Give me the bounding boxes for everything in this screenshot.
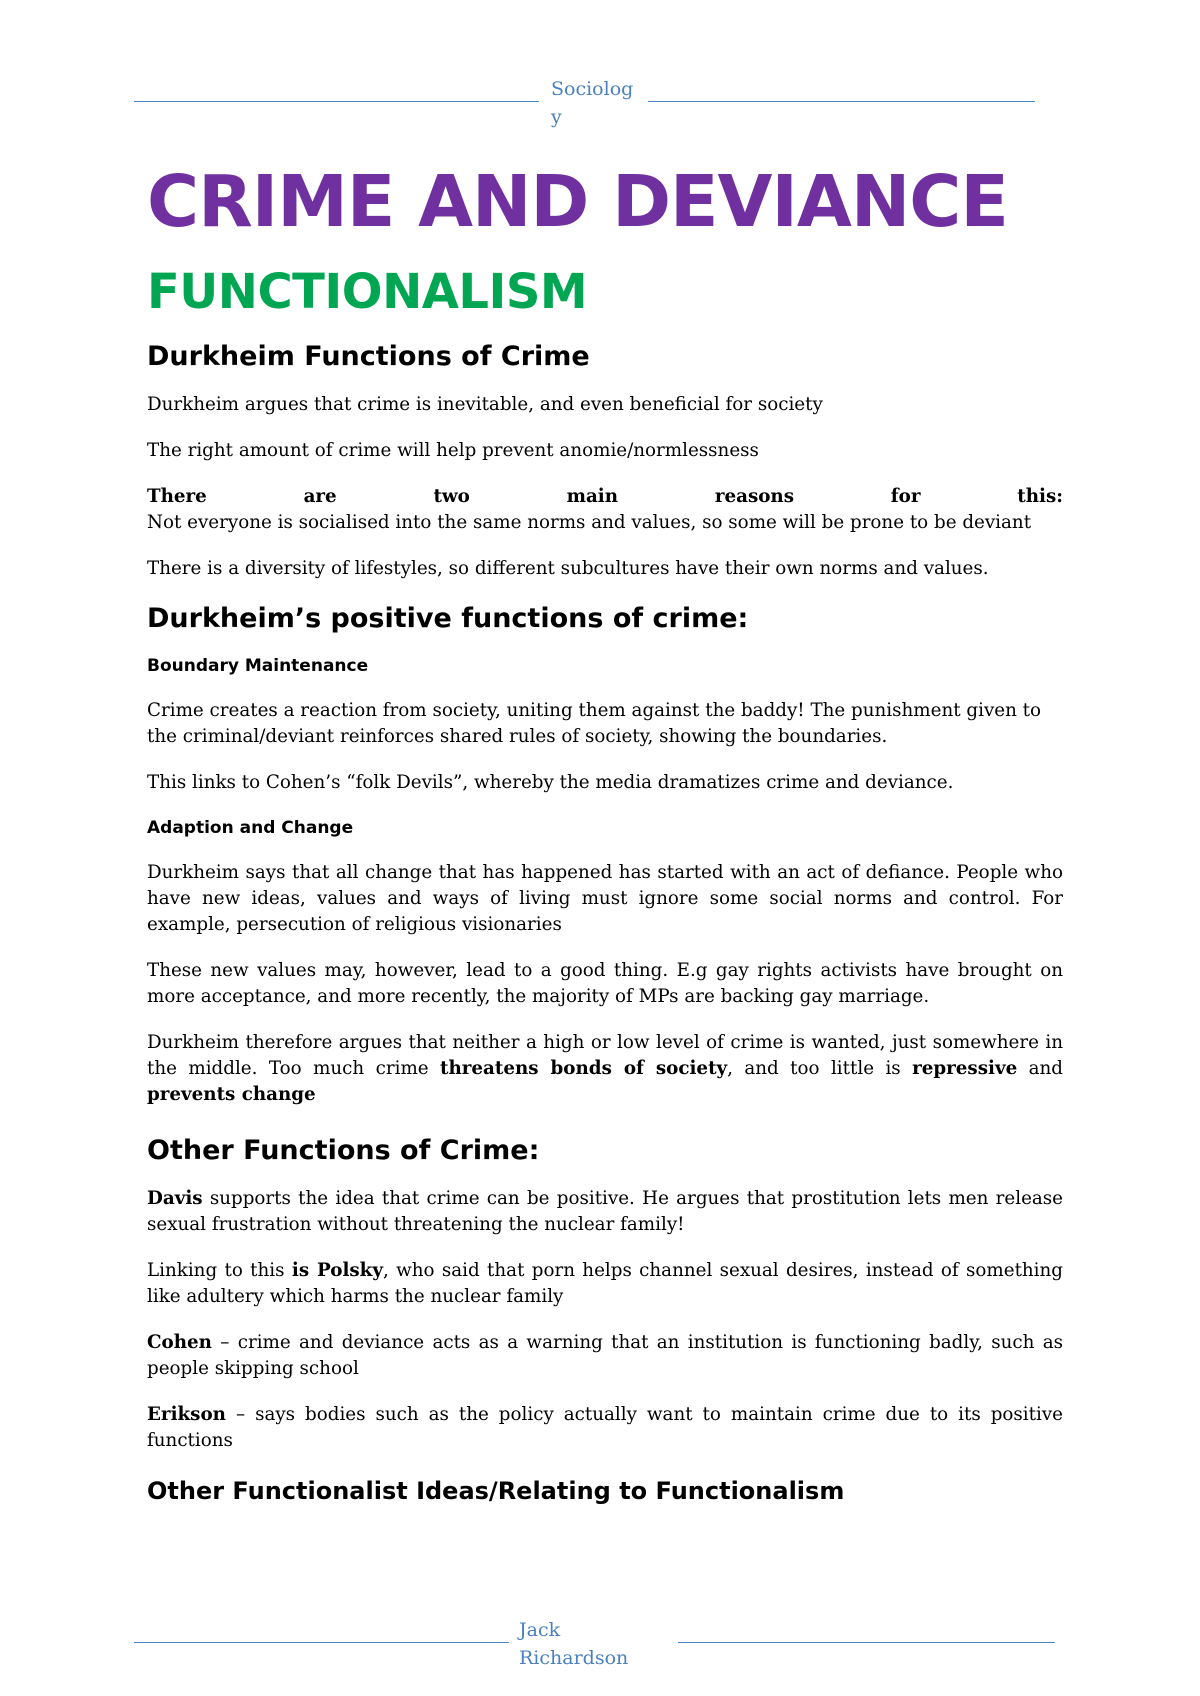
paragraph: These new values may, however, lead to a good thing. E.g gay rights activists have brought on more acceptance, and more recently, the majority of MPs are backing gay marriage. bbox=[147, 960, 1063, 1007]
reasons-intro: There are two main reasons for this: bbox=[147, 486, 1063, 507]
paragraph: Crime creates a reaction from society, uniting them against the baddy! The punishment given to the criminal/deviant reinforces shared rules of society, showing the boundaries. bbox=[147, 700, 1042, 747]
paragraph-crime-balance: Durkheim therefore argues that neither a high or low level of crime is wanted, just somewhere in the middle. Too much crime threatens bonds of society, and too little is repressive and prevents change bbox=[147, 1032, 1064, 1105]
header-rule-right bbox=[648, 101, 1035, 102]
reason-1: Not everyone is socialised into the same norms and values, so some will be prone to be deviant bbox=[147, 512, 1032, 533]
paragraph: Durkheim says that all change that has happened has started with an act of defiance. People who have new ideas, values and ways of living must ignore some social norms and control. For example, persecution of religious visionaries bbox=[147, 862, 1063, 935]
paragraph: Durkheim argues that crime is inevitable, and even beneficial for society bbox=[147, 394, 823, 415]
heading-durkheim-functions: Durkheim Functions of Crime bbox=[147, 341, 590, 372]
paragraph: This links to Cohen’s “folk Devils”, whereby the media dramatizes crime and deviance. bbox=[147, 772, 954, 793]
paragraph-cohen: Cohen – crime and deviance acts as a warning that an institution is functioning badly, such as people skipping school bbox=[147, 1332, 1063, 1379]
paragraph: The right amount of crime will help prevent anomie/normlessness bbox=[147, 440, 759, 461]
footer-rule-right bbox=[678, 1642, 1055, 1643]
paragraph-polsky: Linking to this is Polsky, who said that porn helps channel sexual desires, instead of something like adultery which harms the nuclear family bbox=[147, 1260, 1064, 1307]
heading-positive-functions: Durkheim’s positive functions of crime: bbox=[147, 603, 749, 634]
paragraph-erikson: Erikson – says bodies such as the policy actually want to maintain crime due to its positive functions bbox=[147, 1404, 1063, 1451]
header-label: Sociolog y bbox=[551, 78, 634, 128]
document-body bbox=[147, 160, 1063, 1526]
heading-other-functions: Other Functions of Crime: bbox=[147, 1135, 540, 1166]
page-footer bbox=[0, 1600, 1200, 1696]
reason-2: There is a diversity of lifestyles, so different subcultures have their own norms and values. bbox=[147, 558, 989, 579]
header-rule-left bbox=[134, 101, 539, 102]
heading-other-ideas: Other Functionalist Ideas/Relating to Functionalism bbox=[147, 1477, 845, 1505]
footer-author: Jack Richardson bbox=[519, 1619, 629, 1669]
subheading-adaption-change: Adaption and Change bbox=[147, 818, 354, 838]
paragraph-davis: Davis supports the idea that crime can be positive. He argues that prostitution lets men release sexual frustration without threatening the nuclear family! bbox=[147, 1188, 1063, 1235]
subheading-boundary-maintenance: Boundary Maintenance bbox=[147, 656, 369, 676]
section-heading-functionalism: FUNCTIONALISM bbox=[147, 264, 588, 320]
footer-rule-left bbox=[134, 1642, 509, 1643]
page-header bbox=[0, 0, 1200, 140]
document-title: CRIME AND DEVIANCE bbox=[147, 160, 1008, 243]
